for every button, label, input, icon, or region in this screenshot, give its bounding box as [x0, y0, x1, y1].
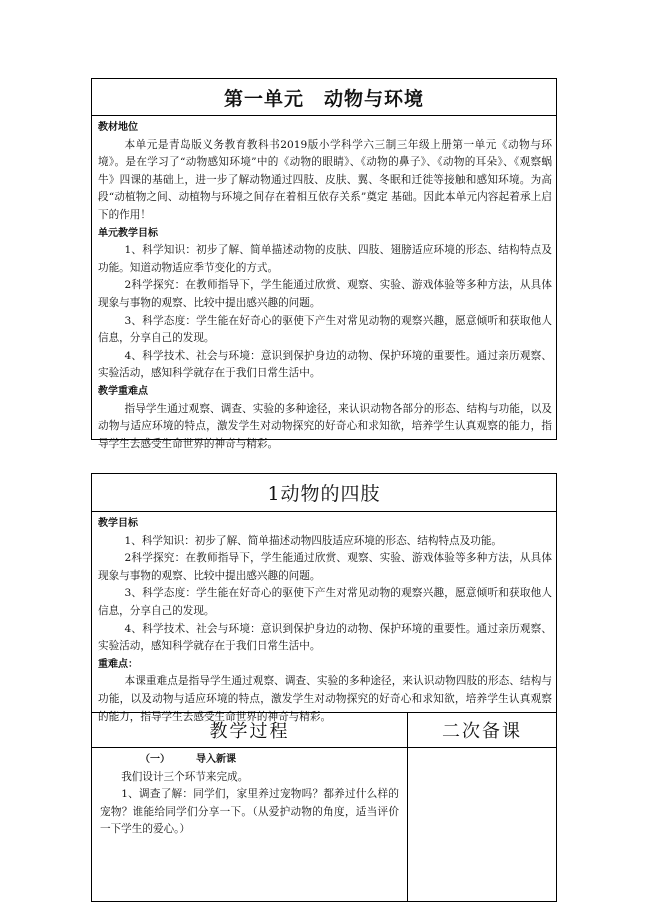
- position-text: 本单元是青岛版义务教育教科书2019版小学科学六三制三年级上册第一单元《动物与环境》。是在学习了“动物感知环境”中的《动物的眼睛》、《动物的鼻子》、《动物的耳朵》、《观察蜗牛》四课的基础上，进一步了解动物通过四肢、皮肤、翼、冬眠和迁徙等接触和感知环境。为高段“动植物之间、动植物与环境之间存在着相互依存关系”奠定 基础。因此本单元内容起着承上启下的作用！: [98, 138, 552, 221]
- unit-goal-4: 4、科学技术、社会与环境：意识到保护身边的动物、保护环境的重要性。通过亲历观察、实验活动，感知科学就存在于我们日常生活中。: [98, 349, 552, 380]
- process-column: [92, 713, 408, 901]
- process-line-2: 1、调查了解：同学们，家里养过宠物吗？都养过什么样的宠物？谁能给同学们分享一下。（从爱护动物的角度，适当评价一下学生的爱心。）: [100, 788, 399, 836]
- unit-goal-3: 3、科学态度：学生能在好奇心的驱使下产生对常见动物的观察兴趣，愿意倾听和获取他人信息，分享自己的发现。: [98, 314, 552, 345]
- process-table: [91, 712, 557, 902]
- unit-content: [92, 116, 556, 453]
- lesson-goal-4: 4、科学技术、社会与环境：意识到保护身边的动物、保护环境的重要性。通过亲历观察、实验活动，感知科学就存在于我们日常生活中。: [98, 622, 552, 653]
- unit-goals-heading: 单元教学目标: [98, 227, 158, 239]
- section-title: 导入新课: [196, 754, 236, 765]
- lesson-box: [91, 473, 557, 723]
- lesson-title: 1动物的四肢: [92, 474, 556, 512]
- section-heading: [100, 751, 399, 769]
- lesson-key-heading: 重难点：: [98, 658, 138, 670]
- unit-key-text: 指导学生通过观察、调查、实验的多种途径，来认识动物各部分的形态、结构与功能，以及动物与适应环境的特点，激发学生对动物探究的好奇心和求知欲，培养学生认真观察的能力，指导学生去感受生命世界的神奇与精彩。: [98, 402, 552, 450]
- unit-overview-box: [91, 78, 557, 450]
- lesson-goal-1: 1、科学知识：初步了解、简单描述动物四肢适应环境的形态、结构特点及功能。: [124, 534, 503, 547]
- unit-title: 第一单元 动物与环境: [92, 79, 556, 116]
- second-prep-header: 二次备课: [408, 713, 556, 748]
- lesson-goal-3: 3、科学态度：学生能在好奇心的驱使下产生对常见动物的观察兴趣，愿意倾听和获取他人信息，分享自己的发现。: [98, 587, 552, 617]
- lesson-goal-2: 2科学探究：在教师指导下，学生能通过欣赏、观察、实验、游戏体验等多种方法，从具体现象与事物的观察、比较中提出感兴趣的问题。: [98, 552, 552, 582]
- process-line-1: 我们设计三个环节来完成。: [121, 770, 249, 783]
- lesson-key-text: 本课重难点是指导学生通过观察、调查、实验的多种途径，来认识动物四肢的形态、结构与功能，以及动物与适应环境的特点，激发学生对动物探究的好奇心和求知欲，培养学生认真观察的能力，指导学生去感受生命世界的神奇与精彩。: [98, 675, 552, 723]
- unit-goal-1: 1、科学知识：初步了解、简单描述动物的皮肤、四肢、翅膀适应环境的形态、结构特点及功能。知道动物适应季节变化的方式。: [98, 244, 552, 274]
- process-body: [92, 748, 407, 839]
- unit-goal-2: 2科学探究：在教师指导下，学生能通过欣赏、观察、实验、游戏体验等多种方法，从具体现象与事物的观察、比较中提出感兴趣的问题。: [98, 279, 552, 309]
- second-prep-column: [408, 713, 556, 901]
- lesson-goals-heading: 教学目标: [98, 518, 138, 529]
- position-heading: 教材地位: [98, 122, 138, 133]
- section-number: （一）: [140, 754, 170, 765]
- unit-key-heading: 教学重难点: [98, 385, 148, 397]
- lesson-content: [92, 512, 556, 726]
- process-header: 教学过程: [92, 713, 407, 748]
